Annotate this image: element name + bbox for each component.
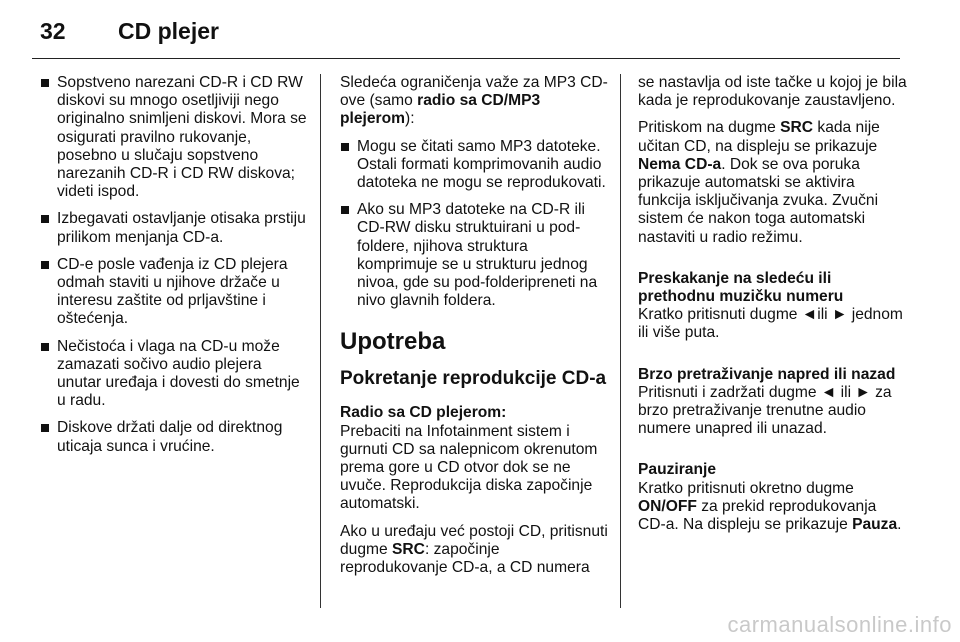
page-title: CD plejer — [118, 18, 219, 44]
pause-text: Kratko pritisnuti okretno dugme ON/OFF za prekid reprodukovanja CD-a. Na displeju se prikazuje Pauza. — [638, 479, 902, 534]
search-text: Pritisnuti i zadržati dugme ◄ ili ► za brzo pretraživanje trenutne audio numere unapred ili unazad. — [638, 383, 892, 438]
radio-cd-text: Prebaciti na Infotainment sistem i gurnuti CD sa nalepnicom okrenutom prema gore u CD otvor dok se ne uvuče. Reprodukcija diska započinje automatski. — [340, 422, 598, 513]
bullet-square-icon — [341, 206, 349, 214]
column-3 — [638, 74, 908, 543]
list-item: Diskove držati dalje od direktnog uticaja sunca i vrućine. — [40, 419, 310, 455]
column-divider — [320, 74, 321, 608]
skip-text: Kratko pritisnuti dugme ◄ili ► jednom ili više puta. — [638, 306, 903, 342]
list-item: Ako su MP3 datoteke na CD-R ili CD-RW disku struktuirani u pod-foldere, njihova struktura komprimuje se u strukturu jednog nivoa, gde su pod-folderipreneti na nivo glavnih foldera. — [340, 201, 610, 310]
list-item: Nečistoća i vlaga na CD-u može zamazati sočivo audio plejera unutar uređaja i dovesti do smetnje u radu. — [40, 338, 310, 411]
search-title: Brzo pretraživanje napred ili nazad — [638, 365, 896, 383]
column-2 — [340, 74, 610, 586]
pause-title: Pauziranje — [638, 461, 716, 479]
page-header — [0, 0, 960, 60]
list-item: Mogu se čitati samo MP3 datoteke. Ostali formati komprimovanih audio datoteka ne mogu se reprodukovati. — [340, 138, 610, 193]
header-rule — [32, 58, 900, 59]
bullet-square-icon — [41, 424, 49, 432]
skip-title: Preskakanje na sledeću ili prethodnu muzičku numeru — [638, 269, 844, 306]
page-number: 32 — [40, 18, 66, 44]
mp3-intro: Sledeća ograničenja važe za MP3 CD-ove (samo radio sa CD/MP3 plejerom): — [340, 74, 608, 128]
radio-cd-title: Radio sa CD plejerom: — [340, 404, 507, 422]
cd-present-text: Ako u uređaju već postoji CD, pritisnuti dugme SRC: započinje reprodukovanje CD-a, a CD numera — [340, 522, 608, 577]
subsection-heading: Pokretanje reprodukcije CD-a — [340, 368, 607, 390]
bullet-square-icon — [341, 143, 349, 151]
list-item: Izbegavati ostavljanje otisaka prstiju prilikom menjanja CD-a. — [40, 210, 310, 246]
continued-text: se nastavlja od iste tačke u kojoj je bila kada je reprodukovanje zaustavljeno. — [638, 74, 907, 110]
src-text: Pritiskom na dugme SRC kada nije učitan CD, na displeju se prikazuje Nema CD-a. Dok se ova poruka prikazuje automatski se aktivira funkcija isključivanja zvuka. Zvučni sistem će nakon toga automatski nastaviti u radio režimu. — [638, 119, 880, 246]
column-1 — [40, 74, 310, 465]
bullet-square-icon — [41, 215, 49, 223]
bullet-square-icon — [41, 79, 49, 87]
bullet-square-icon — [41, 261, 49, 269]
list-item: Sopstveno narezani CD-R i CD RW diskovi su mnogo osetljiviji nego originalno snimljeni diskovi. Mora se osigurati pravilno rukovanje, posebno u slučaju sopstveno narezanih CD-R i CD RW diskova; videti ispod. — [40, 74, 310, 201]
section-heading: Upotreba — [340, 328, 446, 356]
list-item: CD-e posle vađenja iz CD plejera odmah staviti u njihove držače u interesu zaštite od prljavštine i oštećenja. — [40, 256, 310, 329]
bullet-square-icon — [41, 343, 49, 351]
watermark: carmanualsonline.info — [727, 612, 952, 637]
column-divider — [620, 74, 621, 608]
